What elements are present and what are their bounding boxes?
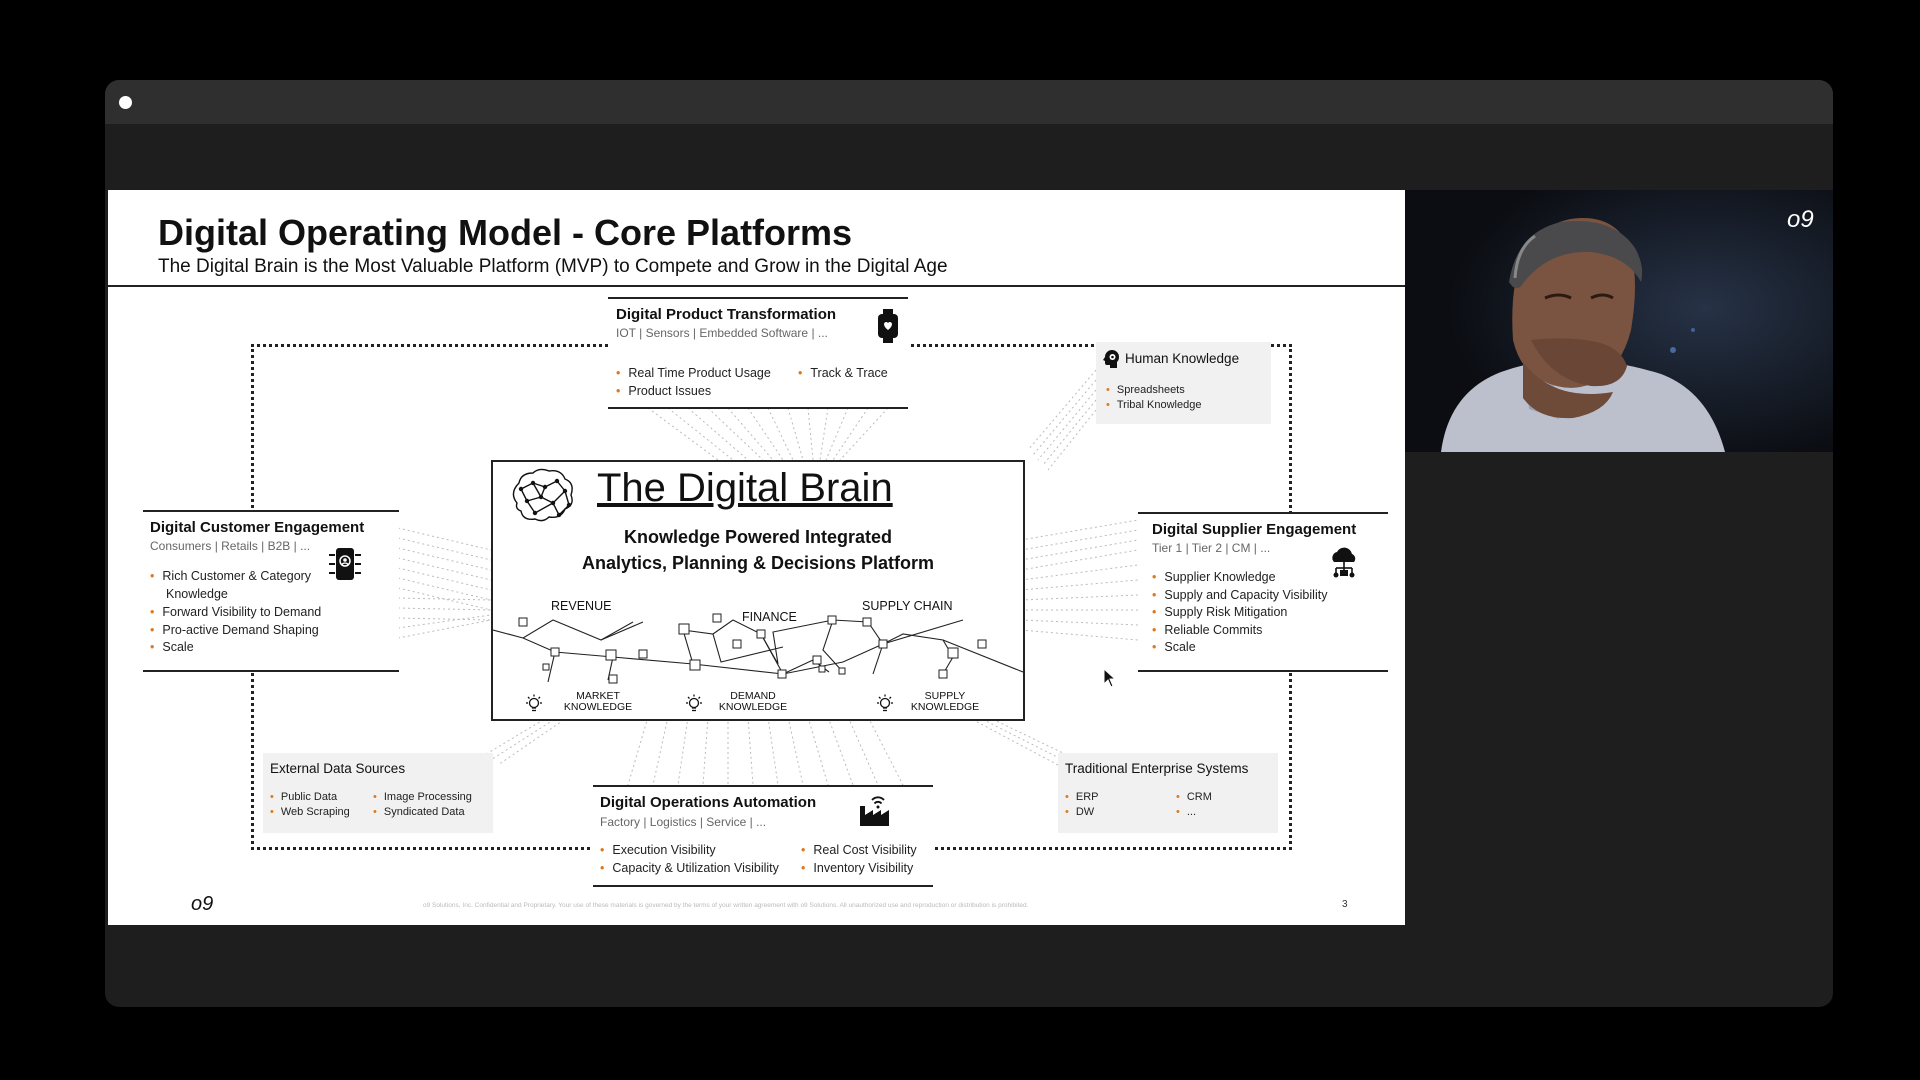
product-bullet-1: • Real Time Product Usage xyxy=(616,366,771,380)
brain-title: The Digital Brain xyxy=(597,466,893,510)
traditional-title: Traditional Enterprise Systems xyxy=(1065,761,1249,776)
demand-knowledge-l1: DEMAND xyxy=(730,690,776,702)
brain-network-graph xyxy=(493,612,1023,687)
meeting-window xyxy=(105,80,1833,1007)
operations-top-rule xyxy=(593,785,933,787)
product-top-rule xyxy=(608,297,908,299)
human-connectors xyxy=(1028,370,1096,470)
operations-title: Digital Operations Automation xyxy=(600,794,817,811)
traditional-bullet-3: • CRM xyxy=(1176,791,1212,803)
slide-logo: o9 xyxy=(191,893,214,915)
supplier-bullet-3: • Supply Risk Mitigation xyxy=(1152,605,1287,619)
external-bullet-2: • Web Scraping xyxy=(270,806,350,818)
cloud-network-icon xyxy=(1326,546,1362,580)
operations-connectors xyxy=(628,717,903,785)
slide-title: Digital Operating Model - Core Platforms xyxy=(158,212,853,253)
lightbulb-icon xyxy=(685,694,703,714)
external-bullet-3: • Image Processing xyxy=(373,791,472,803)
product-subtitle: IOT | Sensors | Embedded Software | ... xyxy=(616,326,828,340)
market-knowledge-l1: MARKET xyxy=(576,690,620,702)
external-bullet-1: • Public Data xyxy=(270,791,337,803)
customer-panel xyxy=(143,510,399,672)
participant-portrait xyxy=(1405,190,1833,452)
human-bullet-2: • Tribal Knowledge xyxy=(1106,399,1201,411)
title-bar xyxy=(105,80,1833,124)
traditional-bullet-2: • DW xyxy=(1065,806,1094,818)
page-number: 3 xyxy=(1342,899,1348,910)
lightbulb-icon xyxy=(876,694,894,714)
brain-line-2: Analytics, Planning & Decisions Platform xyxy=(581,553,935,573)
smartwatch-icon xyxy=(875,309,901,343)
product-connectors xyxy=(648,408,888,460)
supplier-subtitle: Tier 1 | Tier 2 | CM | ... xyxy=(1152,541,1271,555)
supplier-bullet-5: • Scale xyxy=(1152,640,1196,654)
supplier-title: Digital Supplier Engagement xyxy=(1152,521,1357,538)
product-bottom-rule xyxy=(608,407,908,409)
external-panel xyxy=(263,753,493,833)
supplier-panel xyxy=(1138,512,1388,672)
operations-bullet-2: • Capacity & Utilization Visibility xyxy=(600,861,779,875)
slide-subtitle: The Digital Brain is the Most Valuable Platform (MVP) to Compete and Grow in the Digital Age xyxy=(158,256,948,277)
lightbulb-icon xyxy=(525,694,543,714)
product-panel xyxy=(608,297,908,409)
video-logo: o9 xyxy=(1787,206,1814,233)
participant-video[interactable] xyxy=(1405,190,1833,452)
demand-knowledge xyxy=(703,691,803,713)
mouse-cursor-icon xyxy=(1103,668,1117,688)
supply-knowledge-l2: KNOWLEDGE xyxy=(910,701,980,713)
supplier-bullet-4: • Reliable Commits xyxy=(1152,623,1262,637)
supplier-bottom-rule xyxy=(1138,670,1388,672)
brain-label-revenue: REVENUE xyxy=(551,599,612,613)
human-panel xyxy=(1096,342,1271,424)
customer-title: Digital Customer Engagement xyxy=(150,519,365,536)
digital-brain-panel xyxy=(491,460,1025,721)
brain-label-finance: FINANCE xyxy=(742,610,797,624)
external-title: External Data Sources xyxy=(270,761,406,776)
operations-bullet-1: • Execution Visibility xyxy=(600,843,716,857)
customer-connectors xyxy=(398,528,491,638)
brain-line-1: Knowledge Powered Integrated xyxy=(623,527,893,547)
human-title: Human Knowledge xyxy=(1125,351,1240,366)
traditional-bullet-1: • ERP xyxy=(1065,791,1098,803)
supply-knowledge-l1: SUPPLY xyxy=(924,690,966,702)
supplier-top-rule xyxy=(1138,512,1388,514)
customer-bullet-1-cont: Knowledge xyxy=(166,587,228,601)
operations-bullet-4: • Inventory Visibility xyxy=(801,861,913,875)
brain-label-supply-chain: SUPPLY CHAIN xyxy=(862,599,953,613)
demand-knowledge-l2: KNOWLEDGE xyxy=(718,701,788,713)
customer-bullet-4: • Scale xyxy=(150,640,194,654)
product-title: Digital Product Transformation xyxy=(616,306,837,323)
operations-bottom-rule xyxy=(593,885,933,887)
product-bullet-2: • Track & Trace xyxy=(798,366,888,380)
operations-subtitle: Factory | Logistics | Service | ... xyxy=(600,815,767,829)
human-bullet-1: • Spreadsheets xyxy=(1106,384,1185,396)
operations-panel xyxy=(593,785,933,888)
head-gear-icon xyxy=(1103,349,1121,369)
brain-icon xyxy=(507,467,579,527)
customer-bottom-rule xyxy=(143,670,399,672)
mobile-user-icon xyxy=(327,547,363,581)
market-knowledge-l2: KNOWLEDGE xyxy=(563,701,633,713)
customer-top-rule xyxy=(143,510,399,512)
product-bullet-3: • Product Issues xyxy=(616,384,711,398)
external-bullet-4: • Syndicated Data xyxy=(373,806,465,818)
customer-subtitle: Consumers | Retails | B2B | ... xyxy=(150,539,311,553)
traditional-panel xyxy=(1058,753,1278,833)
supplier-bullet-1: • Supplier Knowledge xyxy=(1152,570,1276,584)
supplier-bullet-2: • Supply and Capacity Visibility xyxy=(1152,588,1327,602)
traditional-bullet-4: • ... xyxy=(1176,806,1196,818)
customer-bullet-1: • Rich Customer & Category xyxy=(150,569,311,583)
factory-wifi-icon xyxy=(858,794,894,826)
operations-bullet-3: • Real Cost Visibility xyxy=(801,843,917,857)
market-knowledge xyxy=(548,691,648,713)
supplier-connectors xyxy=(1021,520,1138,640)
customer-bullet-2: • Forward Visibility to Demand xyxy=(150,605,321,619)
window-dot[interactable] xyxy=(119,96,132,109)
shared-slide xyxy=(108,190,1405,925)
customer-bullet-3: • Pro-active Demand Shaping xyxy=(150,623,319,637)
supply-knowledge xyxy=(895,691,995,713)
slide-footer-text: o9 Solutions, Inc. Confidential and Proprietary. Your use of these materials is governed by the terms of your written agreement with o9 Solutions. All unauthorized use and reproduction or distribution is prohibited. xyxy=(423,902,1029,909)
